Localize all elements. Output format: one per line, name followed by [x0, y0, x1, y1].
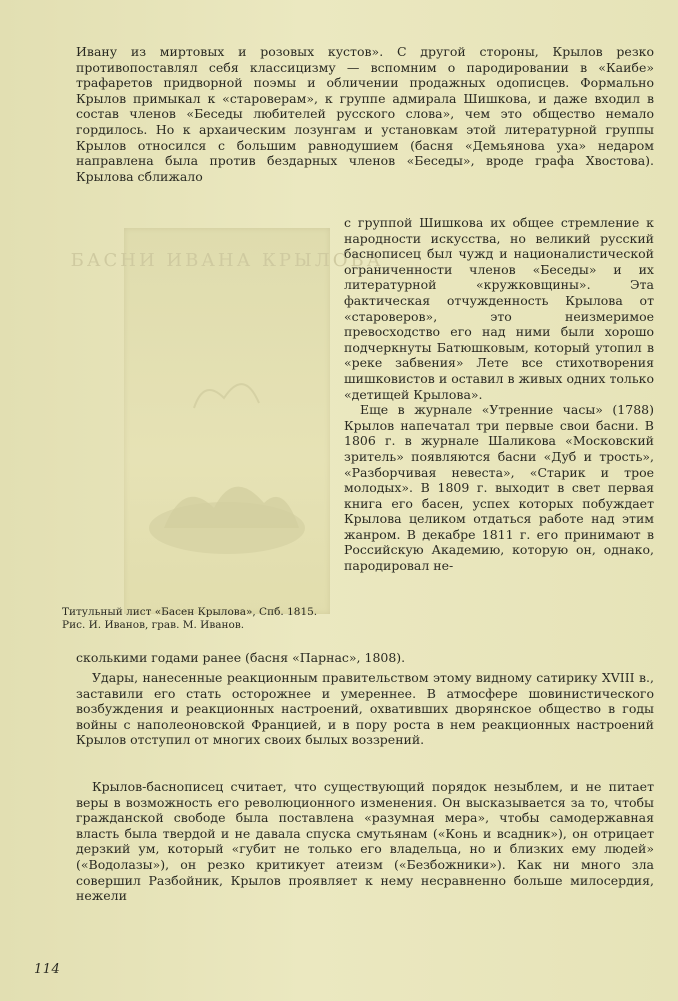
wrapped-text-2: Еще в журнале «Утренние часы» (1788) Крылов напечатал три первые свои басни. В 1806 г. в журнале Шаликова «Московский зритель» появляются басни «Дуб и трость», «Разборчивая невеста», «Старик и трое молодых». В 1809 г. выходит в свет первая книга его басен, успех которых побуждает Крылова целиком отдаться работе над этим жанром. В декабре 1811 г. его принимают в Российскую Академию, которую он, однако, пародировал не-: [344, 402, 654, 574]
wrapped-column: [344, 215, 654, 574]
paragraph-reaction: Удары, нанесенные реакционным правительством этому видному сатирику XVIII в., заставили его стать осторожнее и умереннее. В атмосфере шовинистического возбуждения и реакционных настроений, охвативших дворянское общество в годы войны с наполеоновской Францией, и в пору роста в нем реакционных настроений Крылов отступил от многих своих былых воззрений.: [76, 670, 654, 748]
figure-caption: Титульный лист «Басен Крылова», Спб. 1815. Рис. И. Иванов, грав. М. Иванов.: [62, 606, 318, 631]
engraving-foliage: [194, 384, 259, 408]
paragraph-continuation: сколькими годами ранее (басня «Парнас», 1808).: [76, 650, 406, 665]
page-number: 114: [34, 962, 61, 977]
wrapped-text-1: с группой Шишкова их общее стремление к народности искусства, но великий русский баснописец был чужд и националистической ограниченности членов «Беседы» и их литературной «кружковщины». Эта фактическая отчужденность Крылова от «староверов», это неизмеримое превосходство его над ними были хорошо подчеркнуты Батюшковым, который утопил в «реке забвения» Лете все стихотворения шишковистов и оставил в живых одних только «детищей Крылова».: [344, 215, 654, 402]
paragraph-fabulist: Крылов-баснописец считает, что существующий порядок незыблем, и не питает веры в возможность его революционного изменения. Он высказывается за то, чтобы гражданской свободе была поставлена «разумная мера», чтобы самодержавная власть была твердой и не давала спуска смутьянам («Конь и всадник»), он отрицает дерзкий ум, который «губит не только его владельца, но и близких ему людей» («Водолазы»), он резко критикует атеизм («Безбожники»). Как ни много зла совершил Разбойник, Крылов проявляет к нему несравненно больше милосердия, нежели: [76, 779, 654, 904]
title-page-illustration: [70, 228, 384, 614]
engraving-drawing: [70, 228, 384, 614]
figure-title-faint: БАСНИ ИВАНА КРЫЛОВА: [70, 250, 384, 271]
engraving-figures: [164, 487, 299, 528]
paragraph-opening: Ивану из миртовых и розовых кустов». С другой стороны, Крылов резко противопоставлял себя классицизму — вспомним о пародировании в «Каибе» трафаретов придворной поэмы и обличении продажных одописцев. Формально Крылов примыкал к «староверам», к группе адмирала Шишкова, и даже входил в состав членов «Беседы любителей русского слова», чем это общество немало гордилось. Но к архаическим лозунгам и установкам этой литературной группы Крылов относился с большим равнодушием (басня «Демьянова уха» недаром направлена была против бездарных членов «Беседы», вроде графа Хвостова). Крылова сближало: [76, 44, 654, 184]
